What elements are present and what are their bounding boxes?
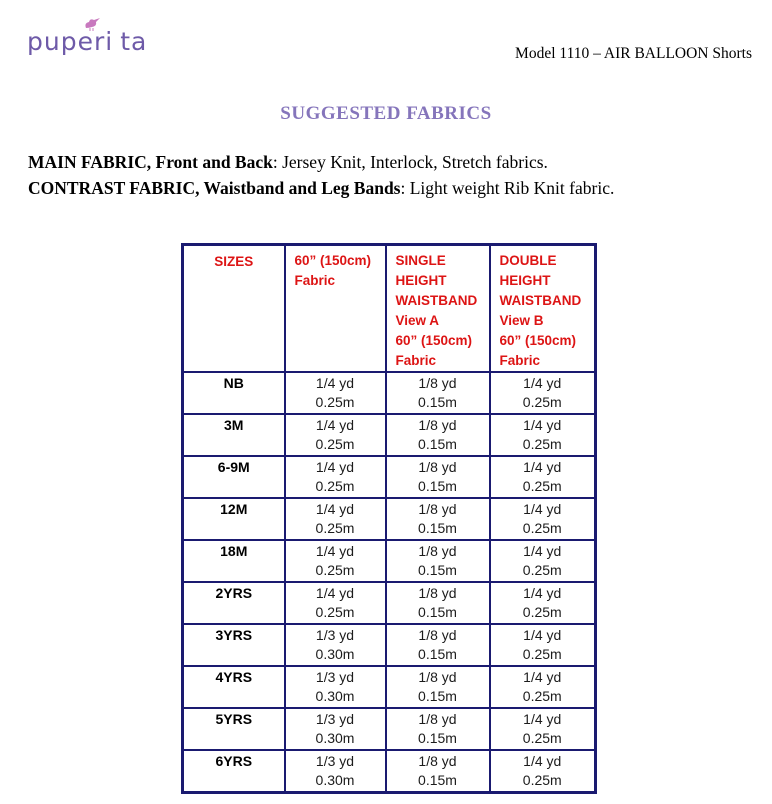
meters-value: 0.15m xyxy=(418,562,457,578)
main-fabric-cell xyxy=(285,750,386,793)
header-line: View B xyxy=(499,313,544,328)
double-waistband-cell xyxy=(490,456,596,498)
meters-value: 0.25m xyxy=(315,604,355,620)
single-waistband-cell xyxy=(386,414,490,456)
header-line: 60” (150cm) xyxy=(294,253,372,268)
double-waistband-cell xyxy=(490,624,596,666)
yardage-value: 1/3 yd xyxy=(315,669,355,685)
single-waistband-cell xyxy=(386,498,490,540)
meters-value: 0.15m xyxy=(418,730,457,746)
table-row xyxy=(183,498,596,540)
meters-value: 0.25m xyxy=(522,394,562,410)
yardage-value: 1/8 yd xyxy=(418,543,457,559)
size-cell: 3YRS xyxy=(183,624,285,666)
meters-value: 0.25m xyxy=(522,730,562,746)
table-header-row xyxy=(183,245,596,373)
main-fabric-cell xyxy=(285,624,386,666)
yardage-value: 1/4 yd xyxy=(315,585,355,601)
size-cell: 6-9M xyxy=(183,456,285,498)
main-fabric-cell xyxy=(285,708,386,750)
main-fabric-cell xyxy=(285,456,386,498)
meters-value: 0.30m xyxy=(315,772,355,788)
single-waistband-cell xyxy=(386,624,490,666)
yardage-value: 1/8 yd xyxy=(418,501,457,517)
yardage-value: 1/4 yd xyxy=(523,543,562,559)
yardage-value: 1/4 yd xyxy=(523,375,562,391)
page-title: SUGGESTED FABRICS xyxy=(280,103,492,124)
table-row xyxy=(183,582,596,624)
table-row xyxy=(183,372,596,414)
meters-value: 0.30m xyxy=(315,646,355,662)
double-waistband-cell xyxy=(490,708,596,750)
header-line: Fabric xyxy=(294,273,336,288)
header-line: 60” (150cm) xyxy=(395,333,473,348)
size-cell: 12M xyxy=(183,498,285,540)
header-line: DOUBLE xyxy=(499,253,557,268)
yardage-value: 1/4 yd xyxy=(523,627,562,643)
meters-value: 0.25m xyxy=(522,520,562,536)
meters-value: 0.30m xyxy=(315,688,355,704)
size-cell: NB xyxy=(183,372,285,414)
main-fabric-label: MAIN FABRIC, Front and Back xyxy=(28,152,273,172)
meters-value: 0.15m xyxy=(418,772,457,788)
meters-value: 0.25m xyxy=(522,478,562,494)
brand-logo-text-left: puperi xyxy=(27,27,114,56)
yardage-value: 1/4 yd xyxy=(523,711,562,727)
main-fabric-cell xyxy=(285,582,386,624)
yardage-value: 1/8 yd xyxy=(418,753,457,769)
header-main-fabric xyxy=(285,245,386,373)
meters-value: 0.25m xyxy=(522,688,562,704)
yardage-value: 1/4 yd xyxy=(523,501,562,517)
meters-value: 0.15m xyxy=(418,520,457,536)
header-line: SIZES xyxy=(214,254,254,269)
table-row xyxy=(183,708,596,750)
double-waistband-cell xyxy=(490,498,596,540)
table-row xyxy=(183,666,596,708)
yardage-value: 1/8 yd xyxy=(418,627,457,643)
yardage-value: 1/3 yd xyxy=(315,711,355,727)
single-waistband-cell xyxy=(386,582,490,624)
yardage-value: 1/8 yd xyxy=(418,585,457,601)
size-cell: 3M xyxy=(183,414,285,456)
yardage-value: 1/8 yd xyxy=(418,417,457,433)
yardage-value: 1/4 yd xyxy=(523,585,562,601)
table-row xyxy=(183,624,596,666)
double-waistband-cell xyxy=(490,414,596,456)
yardage-value: 1/3 yd xyxy=(315,627,355,643)
contrast-fabric-label: CONTRAST FABRIC, Waistband and Leg Bands xyxy=(28,178,401,198)
meters-value: 0.15m xyxy=(418,394,457,410)
meters-value: 0.25m xyxy=(315,562,355,578)
brand-logo xyxy=(27,27,147,57)
fabric-requirements-table xyxy=(181,243,597,794)
single-waistband-cell xyxy=(386,750,490,793)
main-fabric-cell xyxy=(285,414,386,456)
yardage-value: 1/4 yd xyxy=(523,417,562,433)
meters-value: 0.25m xyxy=(522,604,562,620)
meters-value: 0.15m xyxy=(418,604,457,620)
yardage-value: 1/8 yd xyxy=(418,459,457,475)
header-line: Fabric xyxy=(499,353,541,368)
header-sizes xyxy=(183,245,285,373)
yardage-value: 1/4 yd xyxy=(315,459,355,475)
double-waistband-cell xyxy=(490,750,596,793)
yardage-value: 1/4 yd xyxy=(523,459,562,475)
main-fabric-cell xyxy=(285,372,386,414)
meters-value: 0.25m xyxy=(315,394,355,410)
meters-value: 0.30m xyxy=(315,730,355,746)
yardage-value: 1/8 yd xyxy=(418,669,457,685)
header-single-waistband xyxy=(386,245,490,373)
size-cell: 5YRS xyxy=(183,708,285,750)
yardage-value: 1/4 yd xyxy=(315,501,355,517)
meters-value: 0.25m xyxy=(315,436,355,452)
yardage-value: 1/4 yd xyxy=(315,417,355,433)
meters-value: 0.15m xyxy=(418,688,457,704)
header-line: WAISTBAND xyxy=(499,293,582,308)
single-waistband-cell xyxy=(386,456,490,498)
meters-value: 0.15m xyxy=(418,436,457,452)
main-fabric-cell xyxy=(285,666,386,708)
double-waistband-cell xyxy=(490,540,596,582)
meters-value: 0.25m xyxy=(522,772,562,788)
yardage-value: 1/8 yd xyxy=(418,375,457,391)
meters-value: 0.25m xyxy=(315,478,355,494)
meters-value: 0.25m xyxy=(522,562,562,578)
table-row xyxy=(183,540,596,582)
main-fabric-line xyxy=(28,149,614,175)
yardage-value: 1/8 yd xyxy=(418,711,457,727)
bird-icon xyxy=(84,18,101,31)
meters-value: 0.15m xyxy=(418,646,457,662)
contrast-fabric-line xyxy=(28,175,614,201)
main-fabric-cell xyxy=(285,498,386,540)
meters-value: 0.25m xyxy=(315,520,355,536)
header-line: 60” (150cm) xyxy=(499,333,577,348)
size-cell: 6YRS xyxy=(183,750,285,793)
brand-logo-text-right: ta xyxy=(120,27,148,56)
single-waistband-cell xyxy=(386,708,490,750)
main-fabric-text: : Jersey Knit, Interlock, Stretch fabrics. xyxy=(272,152,548,172)
double-waistband-cell xyxy=(490,372,596,414)
yardage-value: 1/4 yd xyxy=(523,669,562,685)
table-row xyxy=(183,750,596,793)
main-fabric-cell xyxy=(285,540,386,582)
header-line: View A xyxy=(395,313,440,328)
model-label: Model 1110 – AIR BALLOON Shorts xyxy=(515,45,752,62)
meters-value: 0.25m xyxy=(522,646,562,662)
size-cell: 2YRS xyxy=(183,582,285,624)
fabric-description xyxy=(28,149,614,201)
table-row xyxy=(183,414,596,456)
yardage-value: 1/3 yd xyxy=(315,753,355,769)
yardage-value: 1/4 yd xyxy=(523,753,562,769)
double-waistband-cell xyxy=(490,666,596,708)
meters-value: 0.15m xyxy=(418,478,457,494)
single-waistband-cell xyxy=(386,666,490,708)
yardage-value: 1/4 yd xyxy=(315,375,355,391)
header-line: WAISTBAND xyxy=(395,293,478,308)
meters-value: 0.25m xyxy=(522,436,562,452)
single-waistband-cell xyxy=(386,540,490,582)
double-waistband-cell xyxy=(490,582,596,624)
size-cell: 18M xyxy=(183,540,285,582)
header-line: SINGLE xyxy=(395,253,446,268)
single-waistband-cell xyxy=(386,372,490,414)
header-line: Fabric xyxy=(395,353,437,368)
header-line: HEIGHT xyxy=(395,273,447,288)
size-cell: 4YRS xyxy=(183,666,285,708)
table-row xyxy=(183,456,596,498)
yardage-value: 1/4 yd xyxy=(315,543,355,559)
header-line: HEIGHT xyxy=(499,273,551,288)
contrast-fabric-text: : Light weight Rib Knit fabric. xyxy=(400,178,615,198)
header-double-waistband xyxy=(490,245,596,373)
